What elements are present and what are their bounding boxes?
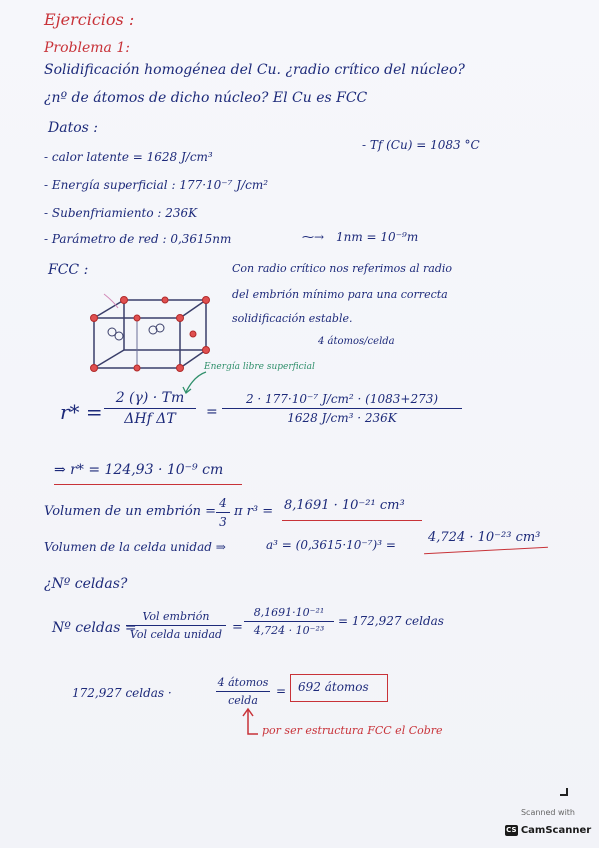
- melting-point: - Tf (Cu) = 1083 °C: [362, 138, 480, 152]
- atom: [203, 297, 210, 304]
- cell-volume-expression: a³ = (0,3615·10⁻⁷)³ =: [266, 538, 396, 552]
- radius-fraction: [104, 390, 196, 427]
- atoms-per-cell-fraction: 4 átomos celda: [217, 676, 269, 707]
- surface-energy-label: Energía libre superficial: [204, 362, 315, 372]
- atoms-per-cell: 4 átomos/celda: [318, 336, 395, 347]
- data-label: Datos :: [48, 120, 98, 136]
- cells-lhs: Nº celdas =: [52, 620, 137, 636]
- fcc-unit-cell-drawing: [84, 292, 224, 372]
- cell-back-face: [124, 300, 206, 350]
- atom: [203, 347, 210, 354]
- radius-numerator: 2 (γ) · Tm: [115, 390, 185, 406]
- fcc-note: por ser estructura FCC el Cobre: [262, 724, 443, 737]
- cells-volume-fraction: Vol embrión Vol celda unidad: [126, 610, 226, 641]
- data-item-latent-heat: - calor latente = 1628 J/cm³: [44, 150, 213, 164]
- scanner-logo: [505, 825, 591, 836]
- embryo-volume-value: 8,1691 · 10⁻²¹ cm³: [284, 498, 405, 513]
- embryo-volume-label: Volumen de un embrión =: [44, 504, 217, 519]
- data-item-undercooling: - Subenfriamiento : 236K: [44, 206, 198, 220]
- atom: [162, 297, 168, 303]
- fcc-note-line-1: Con radio crítico nos referimos al radio: [232, 262, 453, 275]
- cells-equals: =: [232, 620, 243, 635]
- atoms-result: 692 átomos: [298, 680, 369, 694]
- atoms-equals: =: [276, 684, 287, 698]
- camscanner-icon: CS: [506, 826, 517, 834]
- radius-equals: =: [206, 404, 218, 420]
- title: Ejercicios :: [44, 10, 135, 29]
- cells-values-fraction: 8,1691·10⁻²¹ 4,724 · 10⁻²³: [244, 606, 334, 637]
- fcc-label: FCC :: [48, 262, 89, 278]
- squiggle-arrow-icon: ⁓→: [302, 230, 325, 244]
- radius-values-fraction: [222, 392, 462, 425]
- embryo-volume-expression: π r³ =: [234, 504, 274, 519]
- cells-result: = 172,927 celdas: [338, 614, 444, 628]
- atom: [91, 315, 98, 322]
- embryo-volume-coefficient: 4 3: [216, 496, 230, 529]
- radius-result-underline: [54, 484, 242, 485]
- problem-heading: Problema 1:: [44, 40, 130, 56]
- fcc-note-arrow: [238, 706, 260, 740]
- data-item-surface-energy: - Energía superficial : 177·10⁻⁷ J/cm²: [44, 178, 269, 192]
- statement-line-1: Solidificación homogénea del Cu. ¿radio crítico del núcleo?: [44, 62, 465, 78]
- embryo-volume-underline: [282, 520, 422, 521]
- crop-corner-mark: [560, 788, 568, 796]
- data-item-lattice-parameter: - Parámetro de red : 0,3615nm: [44, 232, 232, 246]
- unit-conversion: 1nm = 10⁻⁹m: [336, 230, 419, 244]
- atom: [177, 315, 184, 322]
- atom: [121, 297, 128, 304]
- scanner-brand: CamScanner: [520, 825, 592, 836]
- atom: [134, 365, 140, 371]
- radius-values-numerator: 2 · 177·10⁻⁷ J/cm² · (1083+273): [245, 392, 439, 406]
- atom: [134, 315, 140, 321]
- fcc-note-line-2: del embrión mínimo para una correcta: [232, 288, 448, 301]
- scanner-badge: [504, 808, 592, 844]
- radius-values-denominator: 1628 J/cm³ · 236K: [287, 411, 397, 425]
- radius-lhs: r* =: [60, 400, 103, 424]
- cell-volume-label: Volumen de la celda unidad ⇒: [44, 540, 226, 554]
- cell-volume-underline: [424, 547, 548, 554]
- statement-line-2: ¿nº de átomos de dicho núcleo? El Cu es FCC: [44, 90, 368, 106]
- atom: [91, 365, 98, 372]
- radius-denominator: ΔHf ΔT: [124, 411, 176, 427]
- atoms-lhs: 172,927 celdas ·: [72, 686, 172, 700]
- cells-question: ¿Nº celdas?: [44, 576, 128, 592]
- scanner-caption: Scanned with: [520, 808, 576, 817]
- fcc-note-line-3: solidificación estable.: [232, 312, 353, 325]
- cell-volume-value: 4,724 · 10⁻²³ cm³: [428, 530, 541, 545]
- radius-result: ⇒ r* = 124,93 · 10⁻⁹ cm: [54, 462, 224, 478]
- atom: [190, 331, 196, 337]
